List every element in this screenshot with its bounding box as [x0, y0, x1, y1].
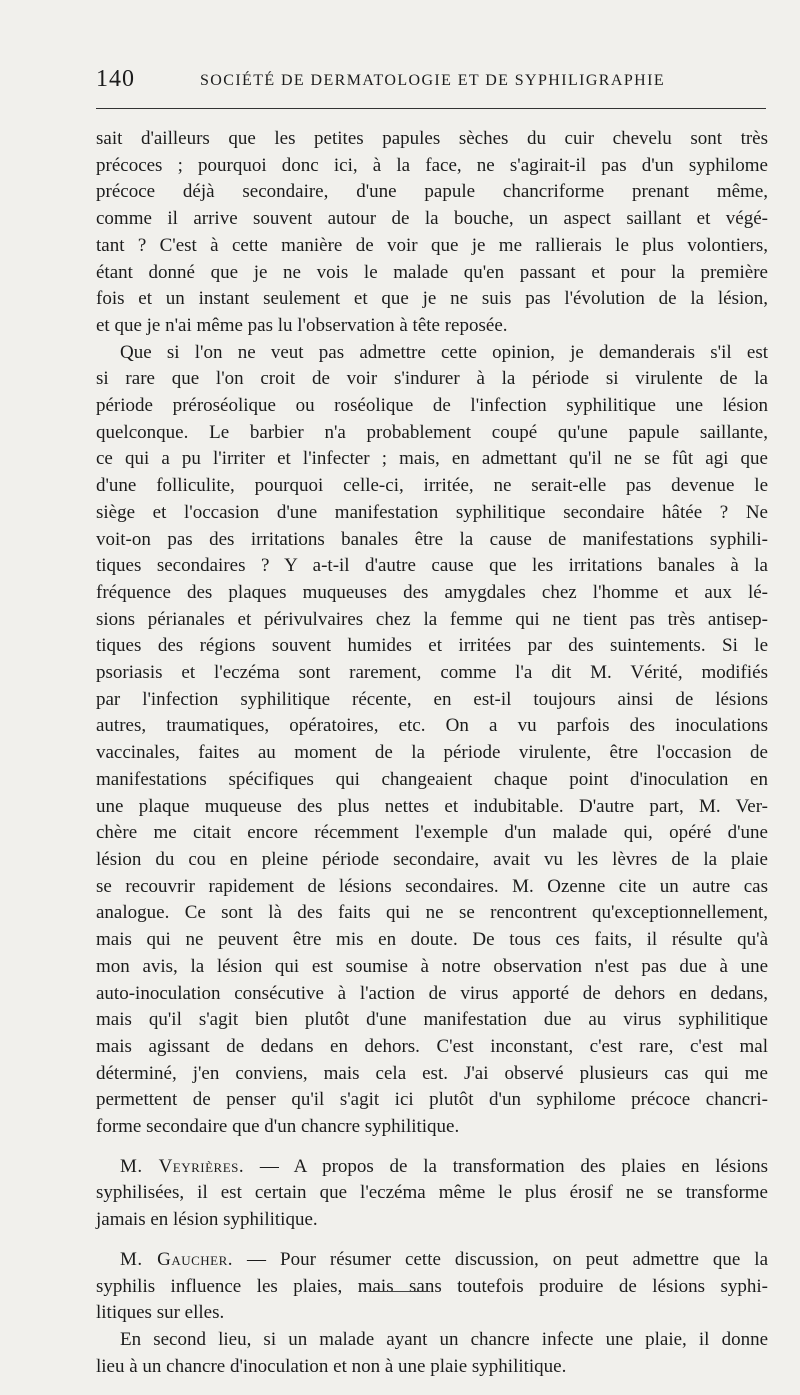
text-line: auto-inoculation consécutive à l'action de virus apporté de dehors en dedans, — [96, 982, 768, 1004]
text-line: précoces ; pourquoi donc ici, à la face, ne s'agirait-il pas d'un syphilome — [96, 154, 768, 176]
text-line: mais qui ne peuvent être mis en doute. De tous ces faits, il résulte qu'à — [96, 929, 768, 951]
text-line: syphilis influence les plaies, mais sans toutefois produire de lésions syphi- — [96, 1275, 768, 1297]
text-line: quelconque. Le barbier n'a probablement coupé qu'une papule saillante, — [96, 421, 768, 443]
text-line: lésion du cou en pleine période secondaire, avait vu les lèvres de la plaie — [96, 848, 768, 870]
text-line: mais agissant de dedans en dehors. C'est inconstant, c'est rare, c'est mal — [96, 1035, 768, 1057]
text-line: vaccinales, faites au moment de la période virulente, être l'occasion de — [96, 742, 768, 764]
text-line: voit-on pas des irritations banales être la cause de manifestations syphili- — [96, 528, 768, 550]
text-line: En second lieu, si un malade ayant un chancre infecte une plaie, il donne — [120, 1328, 768, 1350]
text-line: déterminé, j'en conviens, mais cela est. J'ai observé plusieurs cas qui me — [96, 1062, 768, 1084]
text-line: mon avis, la lésion qui est soumise à notre observation n'est pas due à une — [96, 955, 768, 977]
paragraph-gap — [96, 1234, 768, 1247]
text-line: jamais en lésion syphilitique. — [96, 1209, 318, 1231]
text-line: fréquence des plaques muqueuses des amygdales chez l'homme et aux lé- — [96, 581, 768, 603]
text-line: syphilisées, il est certain que l'eczéma même le plus érosif ne se transforme — [96, 1182, 768, 1204]
text-line: chère me citait encore récemment l'exemple d'un malade qui, opéré d'une — [96, 822, 768, 844]
text-line: mais qu'il s'agit bien plutôt d'une manifestation due au virus syphilitique — [96, 1009, 768, 1031]
header-rule — [96, 108, 766, 109]
text-line: période préroséolique ou roséolique de l'infection syphilitique une lésion — [96, 395, 768, 417]
end-rule — [370, 1291, 430, 1292]
text-line: par l'infection syphilitique récente, en est-il toujours ainsi de lésions — [96, 688, 768, 710]
page-header — [96, 66, 766, 102]
text-line: litiques sur elles. — [96, 1302, 225, 1324]
page-number: 140 — [96, 66, 135, 92]
text-line: forme secondaire que d'un chancre syphilitique. — [96, 1116, 460, 1138]
paragraph-gap — [96, 1141, 768, 1154]
paragraph-2 — [96, 340, 768, 1141]
text-line: permettent de penser qu'il s'agit ici plutôt d'un syphilome précoce chancri- — [96, 1089, 768, 1111]
text-fragment: — Pour résumer cette discussion, on peut admettre que la — [247, 1248, 769, 1270]
text-line: tiques secondaires ? Y a-t-il d'autre cause que les irritations banales à la — [96, 555, 768, 577]
text-line: tant ? C'est à cette manière de voir que je me rallierais le plus volontiers, — [96, 234, 768, 256]
paragraph-5 — [96, 1327, 768, 1380]
text-line: manifestations spécifiques qui changeaient chaque point d'inoculation en — [96, 768, 768, 790]
text-line: si rare que l'on croit de voir s'indurer à la période si virulente de la — [96, 368, 768, 390]
text-line: et que je n'ai même pas lu l'observation à tête reposée. — [96, 314, 508, 336]
body-text — [96, 126, 768, 1380]
text-line: analogue. Ce sont là des faits qui ne se rencontrent qu'exceptionnellement, — [96, 902, 768, 924]
text-line: siège et l'occasion d'une manifestation syphilitique secondaire hâtée ? Ne — [96, 501, 768, 523]
text-line: d'une folliculite, pourquoi celle-ci, irritée, ne serait-elle pas devenue le — [96, 475, 768, 497]
text-line: précoce déjà secondaire, d'une papule chancriforme prenant même, — [96, 181, 768, 203]
running-head: SOCIÉTÉ DE DERMATOLOGIE ET DE SYPHILIGRAPHIE — [200, 72, 665, 89]
text-line: comme il arrive souvent autour de la bouche, un aspect saillant et végé- — [96, 208, 768, 230]
text-line: psoriasis et l'eczéma sont rarement, comme l'a dit M. Vérité, modifiés — [96, 662, 768, 684]
text-line: lieu à un chancre d'inoculation et non à une plaie syphilitique. — [96, 1355, 567, 1377]
speaker-name: M. Veyrières. — [120, 1155, 245, 1177]
paragraph-gaucher — [96, 1247, 768, 1327]
text-line: tiques des régions souvent humides et irritées par des suintements. Si le — [96, 635, 768, 657]
text-line: sions périanales et périvulvaires chez la femme qui ne tient pas très antisep- — [96, 608, 768, 630]
text-line: autres, traumatiques, opératoires, etc. On a vu parfois des inoculations — [96, 715, 768, 737]
text-line: fois et un instant seulement et que je ne suis pas l'évolution de la lésion, — [96, 288, 768, 310]
paragraph-veyrieres — [96, 1154, 768, 1234]
text-line: Que si l'on ne veut pas admettre cette opinion, je demanderais s'il est — [120, 341, 768, 363]
text-line: une plaque muqueuse des plus nettes et indubitable. D'autre part, M. Ver- — [96, 795, 768, 817]
paragraph-1 — [96, 126, 768, 340]
text-line: étant donné que je ne vois le malade qu'en passant et pour la première — [96, 261, 768, 283]
text-fragment: — A propos de la transformation des plaies en lésions — [259, 1155, 768, 1177]
text-line: se recouvrir rapidement de lésions secondaires. M. Ozenne cite un autre cas — [96, 875, 768, 897]
text-line: ce qui a pu l'irriter et l'infecter ; mais, en admettant qu'il ne se fût agi que — [96, 448, 768, 470]
text-line — [96, 1247, 768, 1274]
text-line: sait d'ailleurs que les petites papules sèches du cuir chevelu sont très — [96, 128, 768, 149]
speaker-name: M. Gaucher. — [120, 1248, 234, 1270]
text-line — [96, 1154, 768, 1181]
